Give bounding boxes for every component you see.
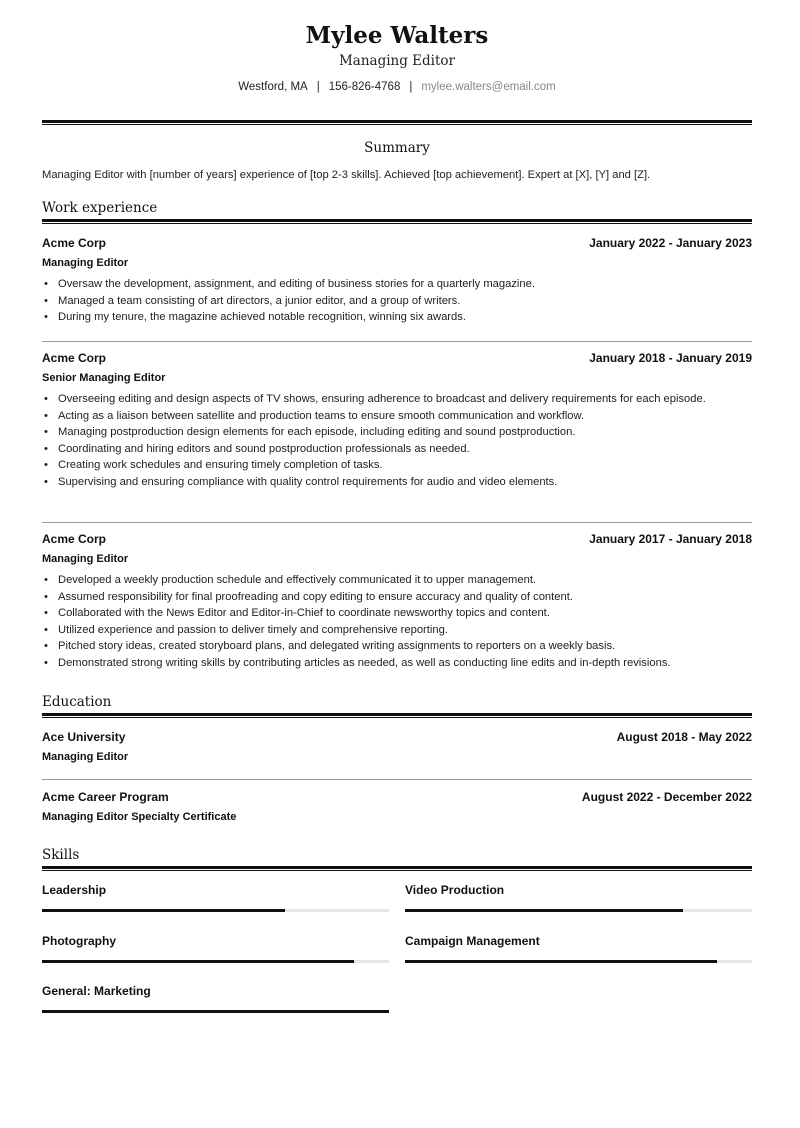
- skill-level-track: [42, 909, 389, 912]
- skill-item: [405, 934, 752, 948]
- education-entry: [42, 730, 752, 763]
- entry-divider: [42, 341, 752, 342]
- skill-level-fill: [405, 909, 683, 912]
- work-entry: [42, 236, 752, 324]
- date-range: January 2018 - January 2019: [589, 351, 752, 365]
- skill-level-fill: [405, 960, 717, 963]
- company-name: Acme Corp: [42, 236, 107, 250]
- skill-name: General: Marketing: [42, 984, 151, 998]
- contact-line: [42, 81, 752, 93]
- list-item: • During my tenure, the magazine achieved notable recognition, winning six awards.: [58, 309, 758, 326]
- date-range: January 2017 - January 2018: [589, 532, 752, 546]
- company-name: Acme Corp: [42, 351, 107, 365]
- education-heading: Education: [42, 694, 112, 710]
- date-range: January 2022 - January 2023: [589, 236, 752, 250]
- phone: 156-826-4768: [328, 81, 401, 93]
- skill-name: Photography: [42, 934, 116, 948]
- skill-level-track: [42, 960, 389, 963]
- skill-level-track: [405, 909, 752, 912]
- skill-level-track: [405, 960, 752, 963]
- education-entry: [42, 790, 752, 823]
- date-range: August 2018 - May 2022: [616, 730, 752, 744]
- list-item: • Acting as a liaison between satellite and production teams to ensure smooth communication and workflow.: [58, 408, 758, 425]
- date-range: August 2022 - December 2022: [581, 790, 752, 804]
- school-name: Ace University: [42, 730, 126, 744]
- list-item: • Demonstrated strong writing skills by contributing articles as needed, as well as conducting line edits and in-depth revisions.: [58, 655, 758, 672]
- entry-divider: [42, 779, 752, 780]
- list-item: • Assumed responsibility for final proofreading and copy editing to ensure accuracy and quality of content.: [58, 589, 758, 606]
- header-divider: [42, 120, 752, 125]
- list-item: • Oversaw the development, assignment, and editing of business stories for a quarterly magazine.: [58, 276, 758, 293]
- degree: Managing Editor: [42, 751, 129, 763]
- work-entry: [42, 532, 752, 669]
- list-item: • Supervising and ensuring compliance with quality control requirements for audio and video elements.: [58, 474, 758, 491]
- work-experience-heading: Work experience: [42, 200, 158, 216]
- separator: |: [409, 81, 413, 93]
- list-item: • Utilized experience and passion to deliver timely and comprehensive reporting.: [58, 622, 758, 639]
- skill-item: [42, 883, 389, 897]
- bullet-list: [42, 391, 758, 491]
- work-entry: [42, 351, 752, 488]
- summary-heading: Summary: [364, 140, 430, 156]
- summary-text: Managing Editor with [number of years] experience of [top 2-3 skills]. Achieved [top achievement]. Expert at [X], [Y] and [Z].: [42, 169, 651, 181]
- bullet-list: [42, 276, 758, 326]
- skill-name: Leadership: [42, 883, 107, 897]
- list-item: • Creating work schedules and ensuring timely completion of tasks.: [58, 457, 758, 474]
- school-name: Acme Career Program: [42, 790, 169, 804]
- skills-heading: Skills: [42, 847, 80, 863]
- entry-divider: [42, 522, 752, 523]
- skill-level-fill: [42, 960, 354, 963]
- skill-item: [42, 934, 389, 948]
- skill-item: [42, 984, 389, 998]
- email-link[interactable]: mylee.walters@email.com: [421, 81, 556, 93]
- skill-name: Video Production: [405, 883, 505, 897]
- education-divider: [42, 713, 752, 718]
- bullet-list: [42, 572, 758, 672]
- job-title: Managing Editor: [42, 553, 129, 565]
- job-title: Senior Managing Editor: [42, 372, 166, 384]
- skills-divider: [42, 866, 752, 871]
- list-item: • Coordinating and hiring editors and sound postproduction professionals as needed.: [58, 441, 758, 458]
- list-item: • Managing postproduction design elements for each episode, including editing and sound postproduction.: [58, 424, 758, 441]
- list-item: • Managed a team consisting of art directors, a junior editor, and a group of writers.: [58, 293, 758, 310]
- skill-level-fill: [42, 1010, 389, 1013]
- candidate-title: Managing Editor: [338, 53, 456, 69]
- separator: |: [316, 81, 320, 93]
- skill-item: [405, 883, 752, 897]
- location: Westford, MA: [238, 81, 308, 93]
- list-item: • Pitched story ideas, created storyboard plans, and delegated writing assignments to reporters on a weekly basis.: [58, 638, 758, 655]
- skill-level-track: [42, 1010, 389, 1013]
- company-name: Acme Corp: [42, 532, 107, 546]
- job-title: Managing Editor: [42, 257, 129, 269]
- list-item: • Developed a weekly production schedule and effectively communicated it to upper management.: [58, 572, 758, 589]
- skill-level-fill: [42, 909, 285, 912]
- work-experience-divider: [42, 219, 752, 224]
- list-item: • Collaborated with the News Editor and Editor-in-Chief to coordinate newsworthy topics and content.: [58, 605, 758, 622]
- candidate-name: Mylee Walters: [305, 22, 489, 49]
- list-item: • Overseeing editing and design aspects of TV shows, ensuring adherence to broadcast and delivery requirements for each episode.: [58, 391, 758, 408]
- degree: Managing Editor Specialty Certificate: [42, 811, 237, 823]
- skill-name: Campaign Management: [405, 934, 540, 948]
